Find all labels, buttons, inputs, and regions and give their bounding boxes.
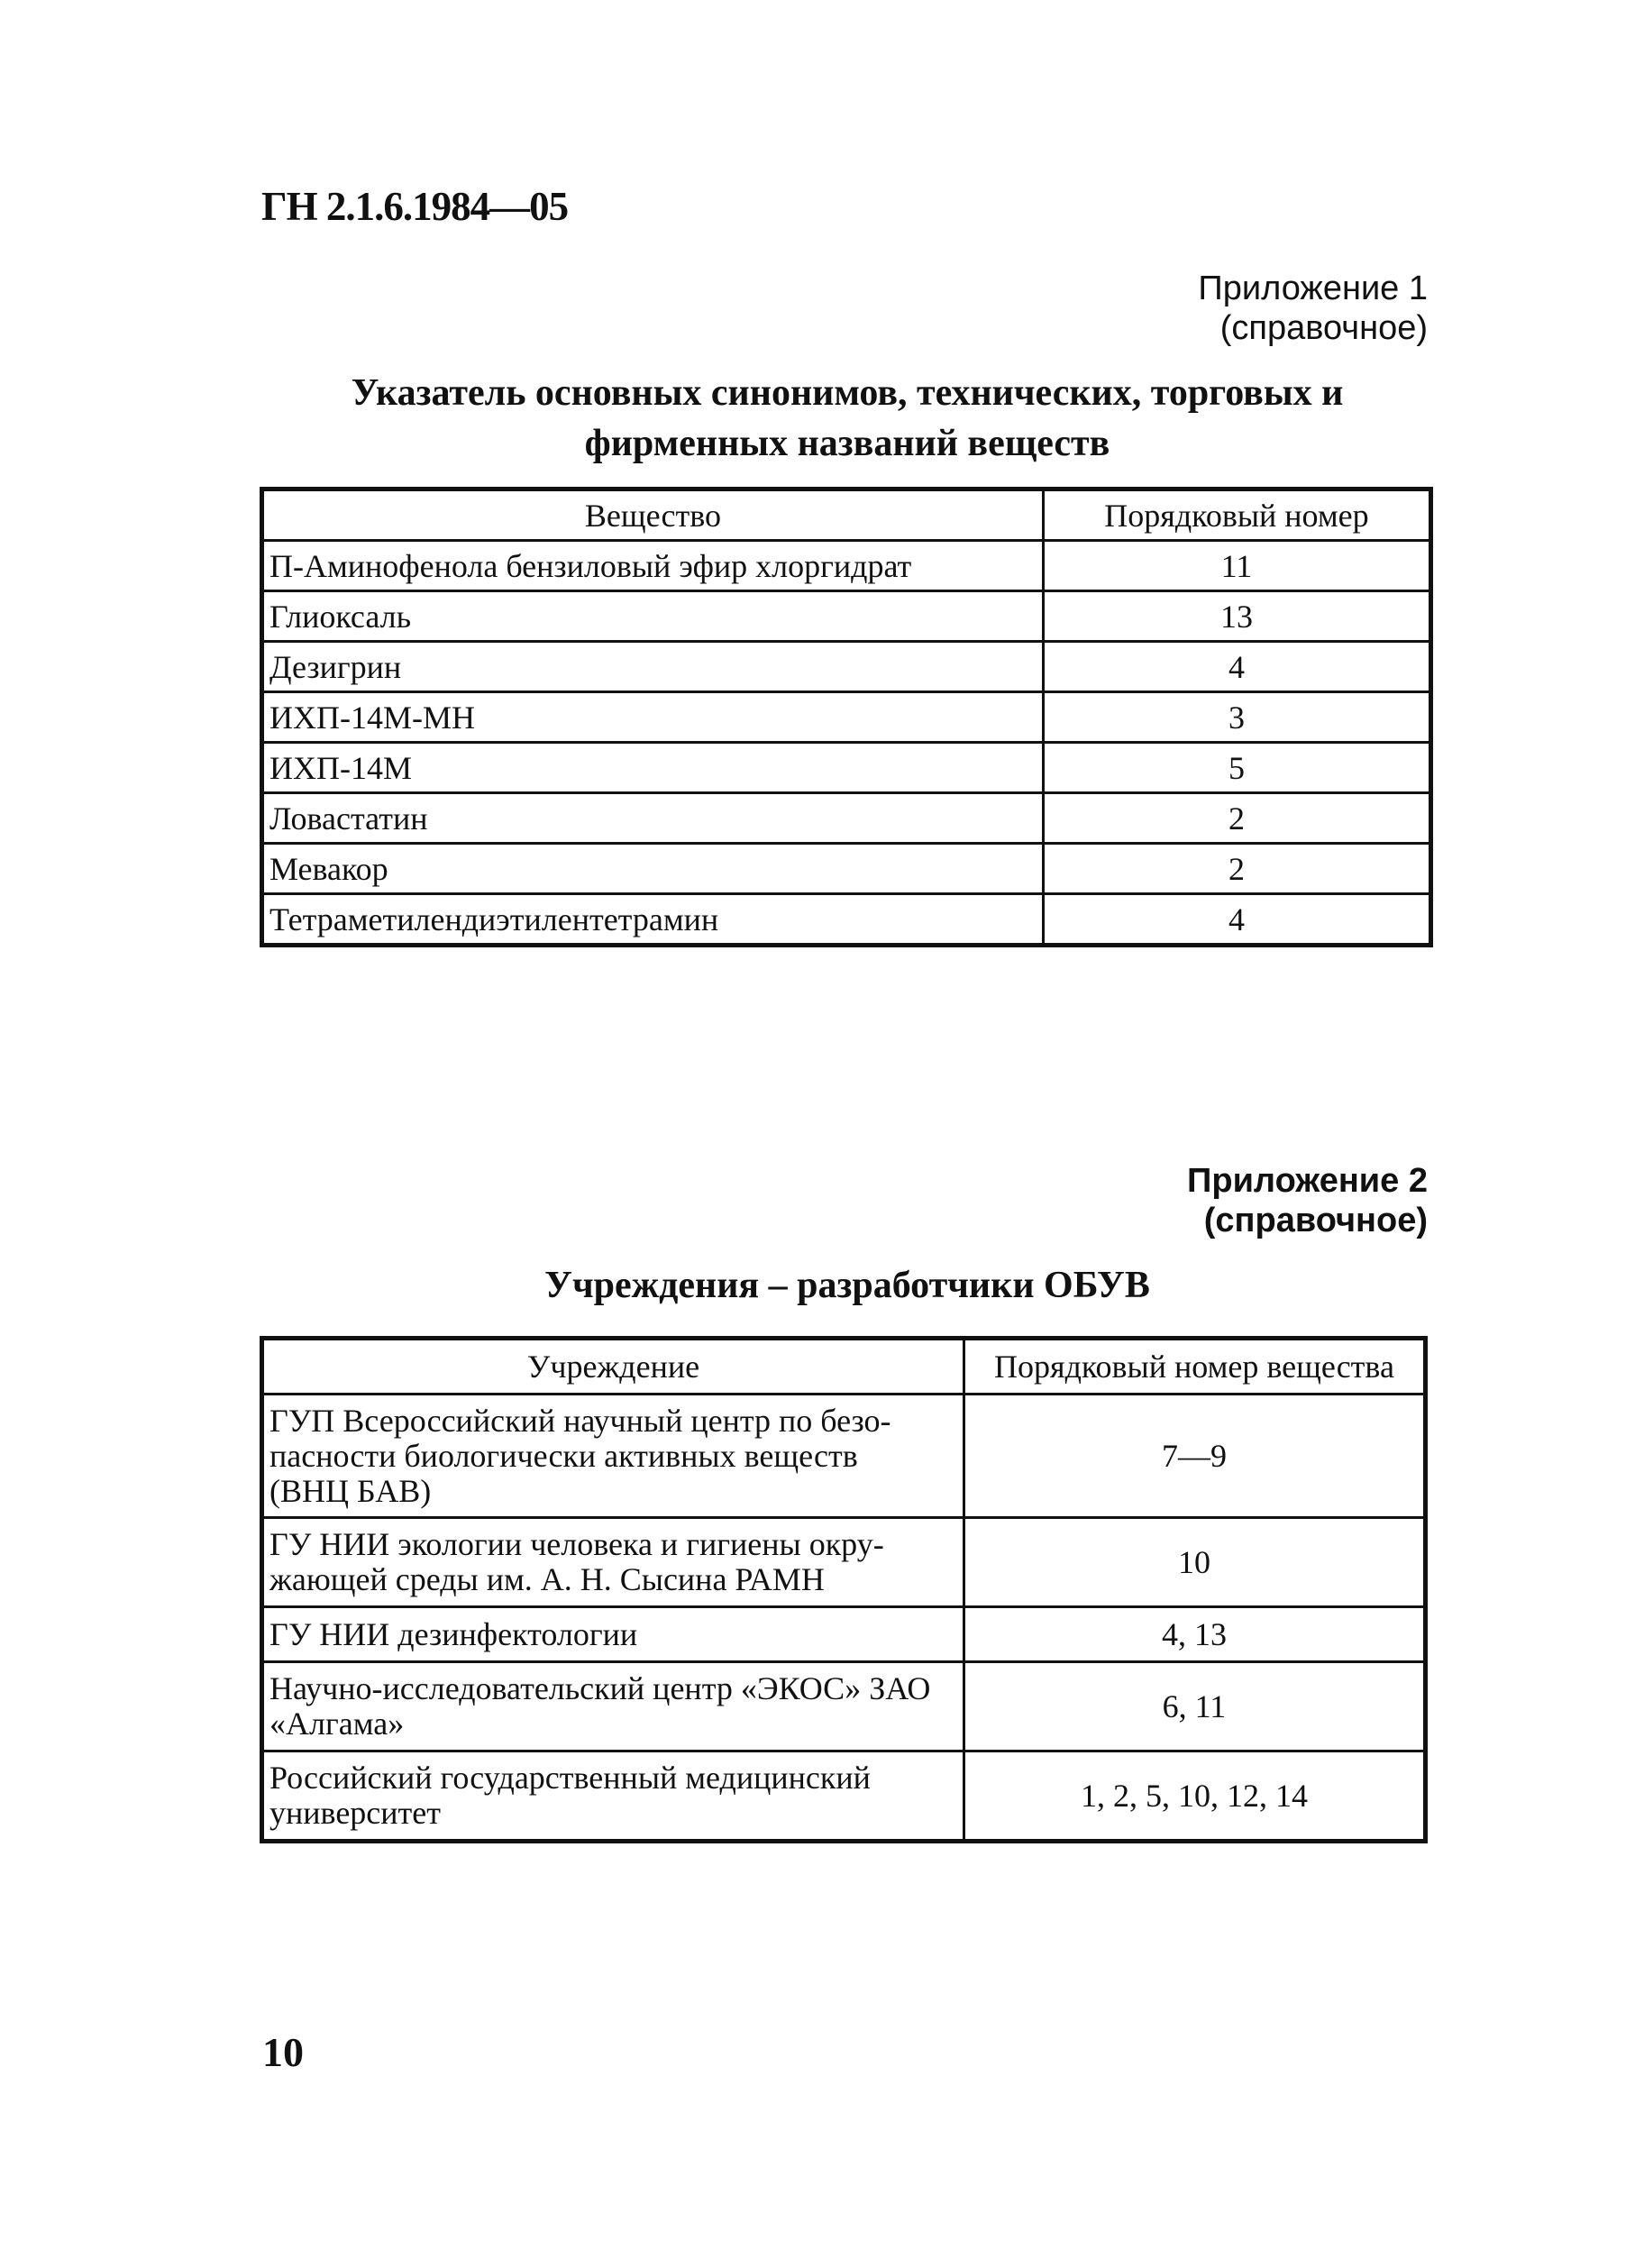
substance-number: 2 xyxy=(1043,844,1430,894)
substance-name: Тетраметилендиэтилентетрамин xyxy=(262,894,1044,946)
institution-name-line: Российский государственный медицинский xyxy=(269,1760,871,1796)
appendix-1-title-line-2: фирменных названий веществ xyxy=(584,423,1110,464)
table-row xyxy=(262,894,1431,946)
substance-number: 4 xyxy=(1043,894,1430,946)
institution-substance-numbers: 7—9 xyxy=(964,1395,1425,1518)
table-row xyxy=(262,1395,1426,1518)
institution-name-line: жающей среды им. А. Н. Сысина РАМН xyxy=(269,1561,825,1597)
institution-name-line: ГУ НИИ экологии человека и гигиены окру- xyxy=(269,1526,884,1562)
institution-name-line: «Алгама» xyxy=(269,1706,405,1742)
substance-number: 13 xyxy=(1043,591,1430,642)
substance-number: 2 xyxy=(1043,793,1430,844)
institution-name-line: Научно-исследовательский центр «ЭКОС» ЗАО xyxy=(269,1670,931,1706)
appendix-1-number: Приложение 1 xyxy=(1198,270,1428,307)
institution-substance-numbers: 1, 2, 5, 10, 12, 14 xyxy=(964,1751,1425,1842)
substance-name: ИХП-14М xyxy=(262,743,1044,793)
column-header-institution: Учреждение xyxy=(262,1339,964,1395)
institution-name-line: ГУП Всероссийский научный центр по безо- xyxy=(269,1402,891,1439)
table-row xyxy=(262,1751,1426,1842)
institution-name xyxy=(262,1607,964,1662)
table-row xyxy=(262,591,1431,642)
appendix-2-type: (справочное) xyxy=(1203,1202,1428,1239)
table-header-row xyxy=(262,489,1431,541)
appendix-1-title xyxy=(261,368,1433,469)
column-header-substance-numbers: Порядковый номер вещества xyxy=(964,1339,1425,1395)
substance-name: ИХП-14М-МН xyxy=(262,692,1044,743)
table-row xyxy=(262,1518,1426,1607)
table-row xyxy=(262,844,1431,894)
table-header-row xyxy=(262,1339,1426,1395)
table-row xyxy=(262,541,1431,591)
institution-name-line: пасности биологически активных веществ xyxy=(269,1437,858,1474)
institution-substance-numbers: 6, 11 xyxy=(964,1662,1425,1751)
table-row xyxy=(262,1662,1426,1751)
appendix-1-type: (справочное) xyxy=(1219,309,1428,347)
table-row xyxy=(262,642,1431,692)
substances-table xyxy=(260,487,1433,947)
institution-name xyxy=(262,1518,964,1607)
institution-substance-numbers: 4, 13 xyxy=(964,1607,1425,1662)
appendix-2-title: Учреждения – разработчики ОБУВ xyxy=(544,1265,1150,1306)
column-header-substance: Вещество xyxy=(262,489,1044,541)
institutions-table xyxy=(260,1336,1428,1843)
institution-name-line: ГУ НИИ дезинфектологии xyxy=(269,1615,638,1652)
appendix-2-number: Приложение 2 xyxy=(1187,1162,1428,1200)
table-row xyxy=(262,692,1431,743)
document-code: ГН 2.1.6.1984—05 xyxy=(261,184,569,229)
column-header-number: Порядковый номер xyxy=(1043,489,1430,541)
institution-substance-numbers: 10 xyxy=(964,1518,1425,1607)
appendix-1-label xyxy=(1198,269,1428,348)
institution-name xyxy=(262,1751,964,1842)
appendix-1-title-line-1: Указатель основных синонимов, технических, торговых и xyxy=(351,372,1344,414)
institution-name xyxy=(262,1662,964,1751)
substance-name: П-Аминофенола бензиловый эфир хлоргидрат xyxy=(262,541,1044,591)
appendix-2-label xyxy=(1187,1161,1428,1240)
table-row xyxy=(262,743,1431,793)
institution-name-line: (ВНЦ БАВ) xyxy=(269,1472,432,1509)
table-row xyxy=(262,1607,1426,1662)
substance-name: Ловастатин xyxy=(262,793,1044,844)
substance-number: 5 xyxy=(1043,743,1430,793)
substance-number: 11 xyxy=(1043,541,1430,591)
institution-name xyxy=(262,1395,964,1518)
table-row xyxy=(262,793,1431,844)
substance-number: 4 xyxy=(1043,642,1430,692)
institution-name-line: университет xyxy=(269,1795,441,1831)
page-number: 10 xyxy=(262,2029,304,2075)
substance-name: Дезигрин xyxy=(262,642,1044,692)
substance-number: 3 xyxy=(1043,692,1430,743)
substance-name: Глиоксаль xyxy=(262,591,1044,642)
substance-name: Мевакор xyxy=(262,844,1044,894)
